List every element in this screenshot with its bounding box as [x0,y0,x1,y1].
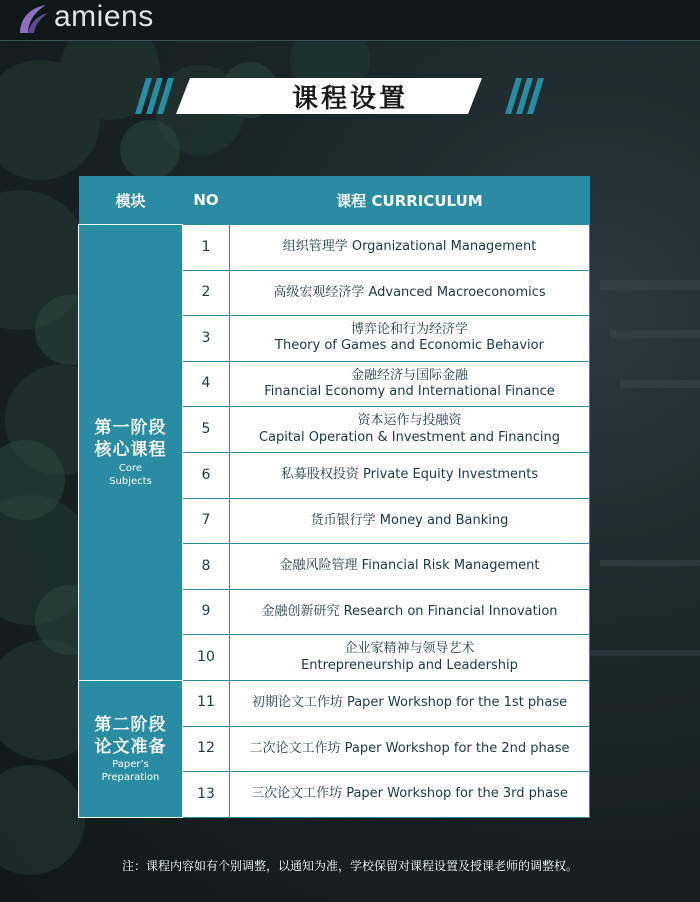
row-no: 12 [183,726,230,772]
course-name: 初期论文工作坊 Paper Workshop for the 1st phase [251,695,568,711]
course-name: 货币银行学 Money and Banking [310,512,509,528]
logo-text: amiens [54,0,154,33]
row-no: 3 [183,316,230,362]
row-no: 5 [183,407,230,453]
table-header-row [79,176,590,225]
module-core-cn-2: 核心课程 [94,440,167,461]
module-paper-en-2: Preparation [101,771,160,783]
row-no: 9 [183,589,230,635]
header-module: 模块 [79,176,183,225]
course-name-en: Entrepreneurship and Leadership [301,657,518,673]
course-cell [230,589,590,635]
row-no: 13 [183,772,230,818]
header-no: NO [183,176,230,225]
row-no: 1 [183,225,230,271]
course-name: 高级宏观经济学 Advanced Macroeconomics [273,284,546,300]
course-cell [230,225,590,271]
page-title: 课程设置 [291,84,408,114]
course-name-cn: 博弈论和行为经济学 [350,322,468,338]
course-cell [230,726,590,772]
course-cell [230,680,590,726]
course-name: 私募股权投资 Private Equity Investments [280,467,539,483]
logo [14,0,154,40]
row-no: 8 [183,544,230,590]
amiens-logo-mark-icon [14,3,50,37]
row-no: 6 [183,452,230,498]
course-name-en: Theory of Games and Economic Behavior [275,338,544,354]
course-name: 二次论文工作坊 Paper Workshop for the 2nd phase [249,740,570,756]
row-no: 2 [183,270,230,316]
course-cell [230,361,590,407]
course-cell [230,498,590,544]
row-no: 4 [183,361,230,407]
row-no: 10 [183,635,230,681]
course-name-cn: 企业家精神与领导艺术 [344,641,475,657]
course-name-en: Financial Economy and International Finance [264,384,555,400]
header-curriculum: 课程 CURRICULUM [230,176,590,225]
table-row [79,680,590,726]
module-core [79,225,183,681]
course-name-cn: 金融经济与国际金融 [350,367,468,383]
curriculum-table [78,176,590,818]
course-cell [230,635,590,681]
course-cell [230,772,590,818]
course-cell [230,270,590,316]
top-bar [0,0,700,41]
course-name: 组织管理学 Organizational Management [282,239,537,255]
course-name-cn: 资本运作与投融资 [357,413,462,429]
module-core-en-1: Core [118,462,143,474]
module-core-en-2: Subjects [109,475,152,487]
footnote: 注：课程内容如有个别调整，以通知为准，学校保留对课程设置及授课老师的调整权。 [121,859,578,873]
module-paper-cn-2: 论文准备 [94,736,167,757]
table-row [79,225,590,271]
row-no: 7 [183,498,230,544]
course-cell [230,407,590,453]
course-name: 金融创新研究 Research on Financial Innovation [261,603,558,619]
module-paper [79,680,183,817]
module-paper-cn-1: 第二阶段 [94,714,167,735]
course-cell [230,316,590,362]
course-name: 三次论文工作坊 Paper Workshop for the 3rd phase [251,786,568,802]
course-name-en: Capital Operation & Investment and Financing [258,429,560,445]
course-cell [230,544,590,590]
module-paper-en-1: Paper’s [112,758,149,770]
course-cell [230,452,590,498]
row-no: 11 [183,680,230,726]
course-name: 金融风险管理 Financial Risk Management [279,558,540,574]
module-core-cn-1: 第一阶段 [94,418,167,439]
